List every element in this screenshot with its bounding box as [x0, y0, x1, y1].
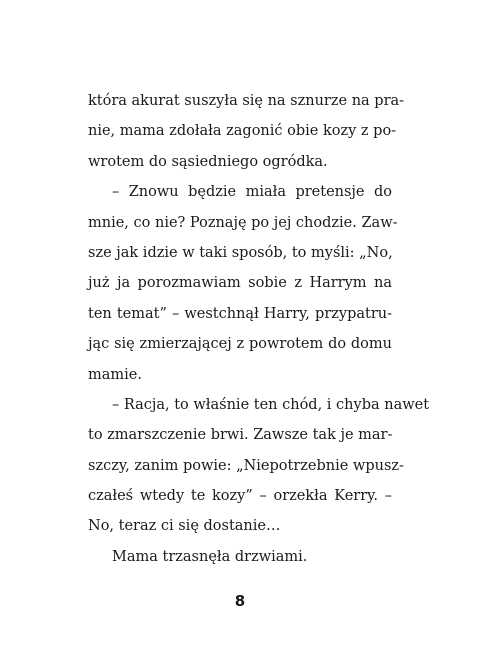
- text-line: to zmarszczenie brwi. Zawsze tak je mar-: [88, 427, 393, 444]
- text-line: ten temat” – westchnął Harry, przypatru-: [88, 305, 392, 322]
- text-line: nie, mama zdołała zagonić obie kozy z po-: [88, 123, 397, 140]
- text-line: szczy, zanim powie: „Niepotrzebnie wpusz-: [88, 457, 404, 474]
- text-line: – Znowu będzie miała pretensje do: [112, 184, 392, 201]
- text-line: jąc się zmierzającej z powrotem do domu: [88, 336, 392, 353]
- text-line: mnie, co nie? Poznaję po jej chodzie. Zaw-: [88, 214, 398, 231]
- text-line: wrotem do sąsiedniego ogródka.: [88, 153, 328, 170]
- text-line: – Racja, to właśnie ten chód, i chyba nawet: [112, 396, 430, 413]
- text-line: już ja porozmawiam sobie z Harrym na: [88, 275, 392, 292]
- text-line: sze jak idzie w taki sposób, to myśli: „No,: [88, 244, 393, 261]
- body-text: [88, 86, 430, 572]
- page-number: 8: [234, 592, 246, 610]
- text-line: czałeś wtedy te kozy” – orzekła Kerry. –: [88, 488, 392, 505]
- text-line: mamie.: [88, 366, 142, 383]
- text-line: Mama trzasnęła drzwiami.: [112, 548, 308, 565]
- text-line: która akurat suszyła się na sznurze na pra-: [88, 93, 405, 109]
- text-line: No, teraz ci się dostanie…: [88, 518, 281, 535]
